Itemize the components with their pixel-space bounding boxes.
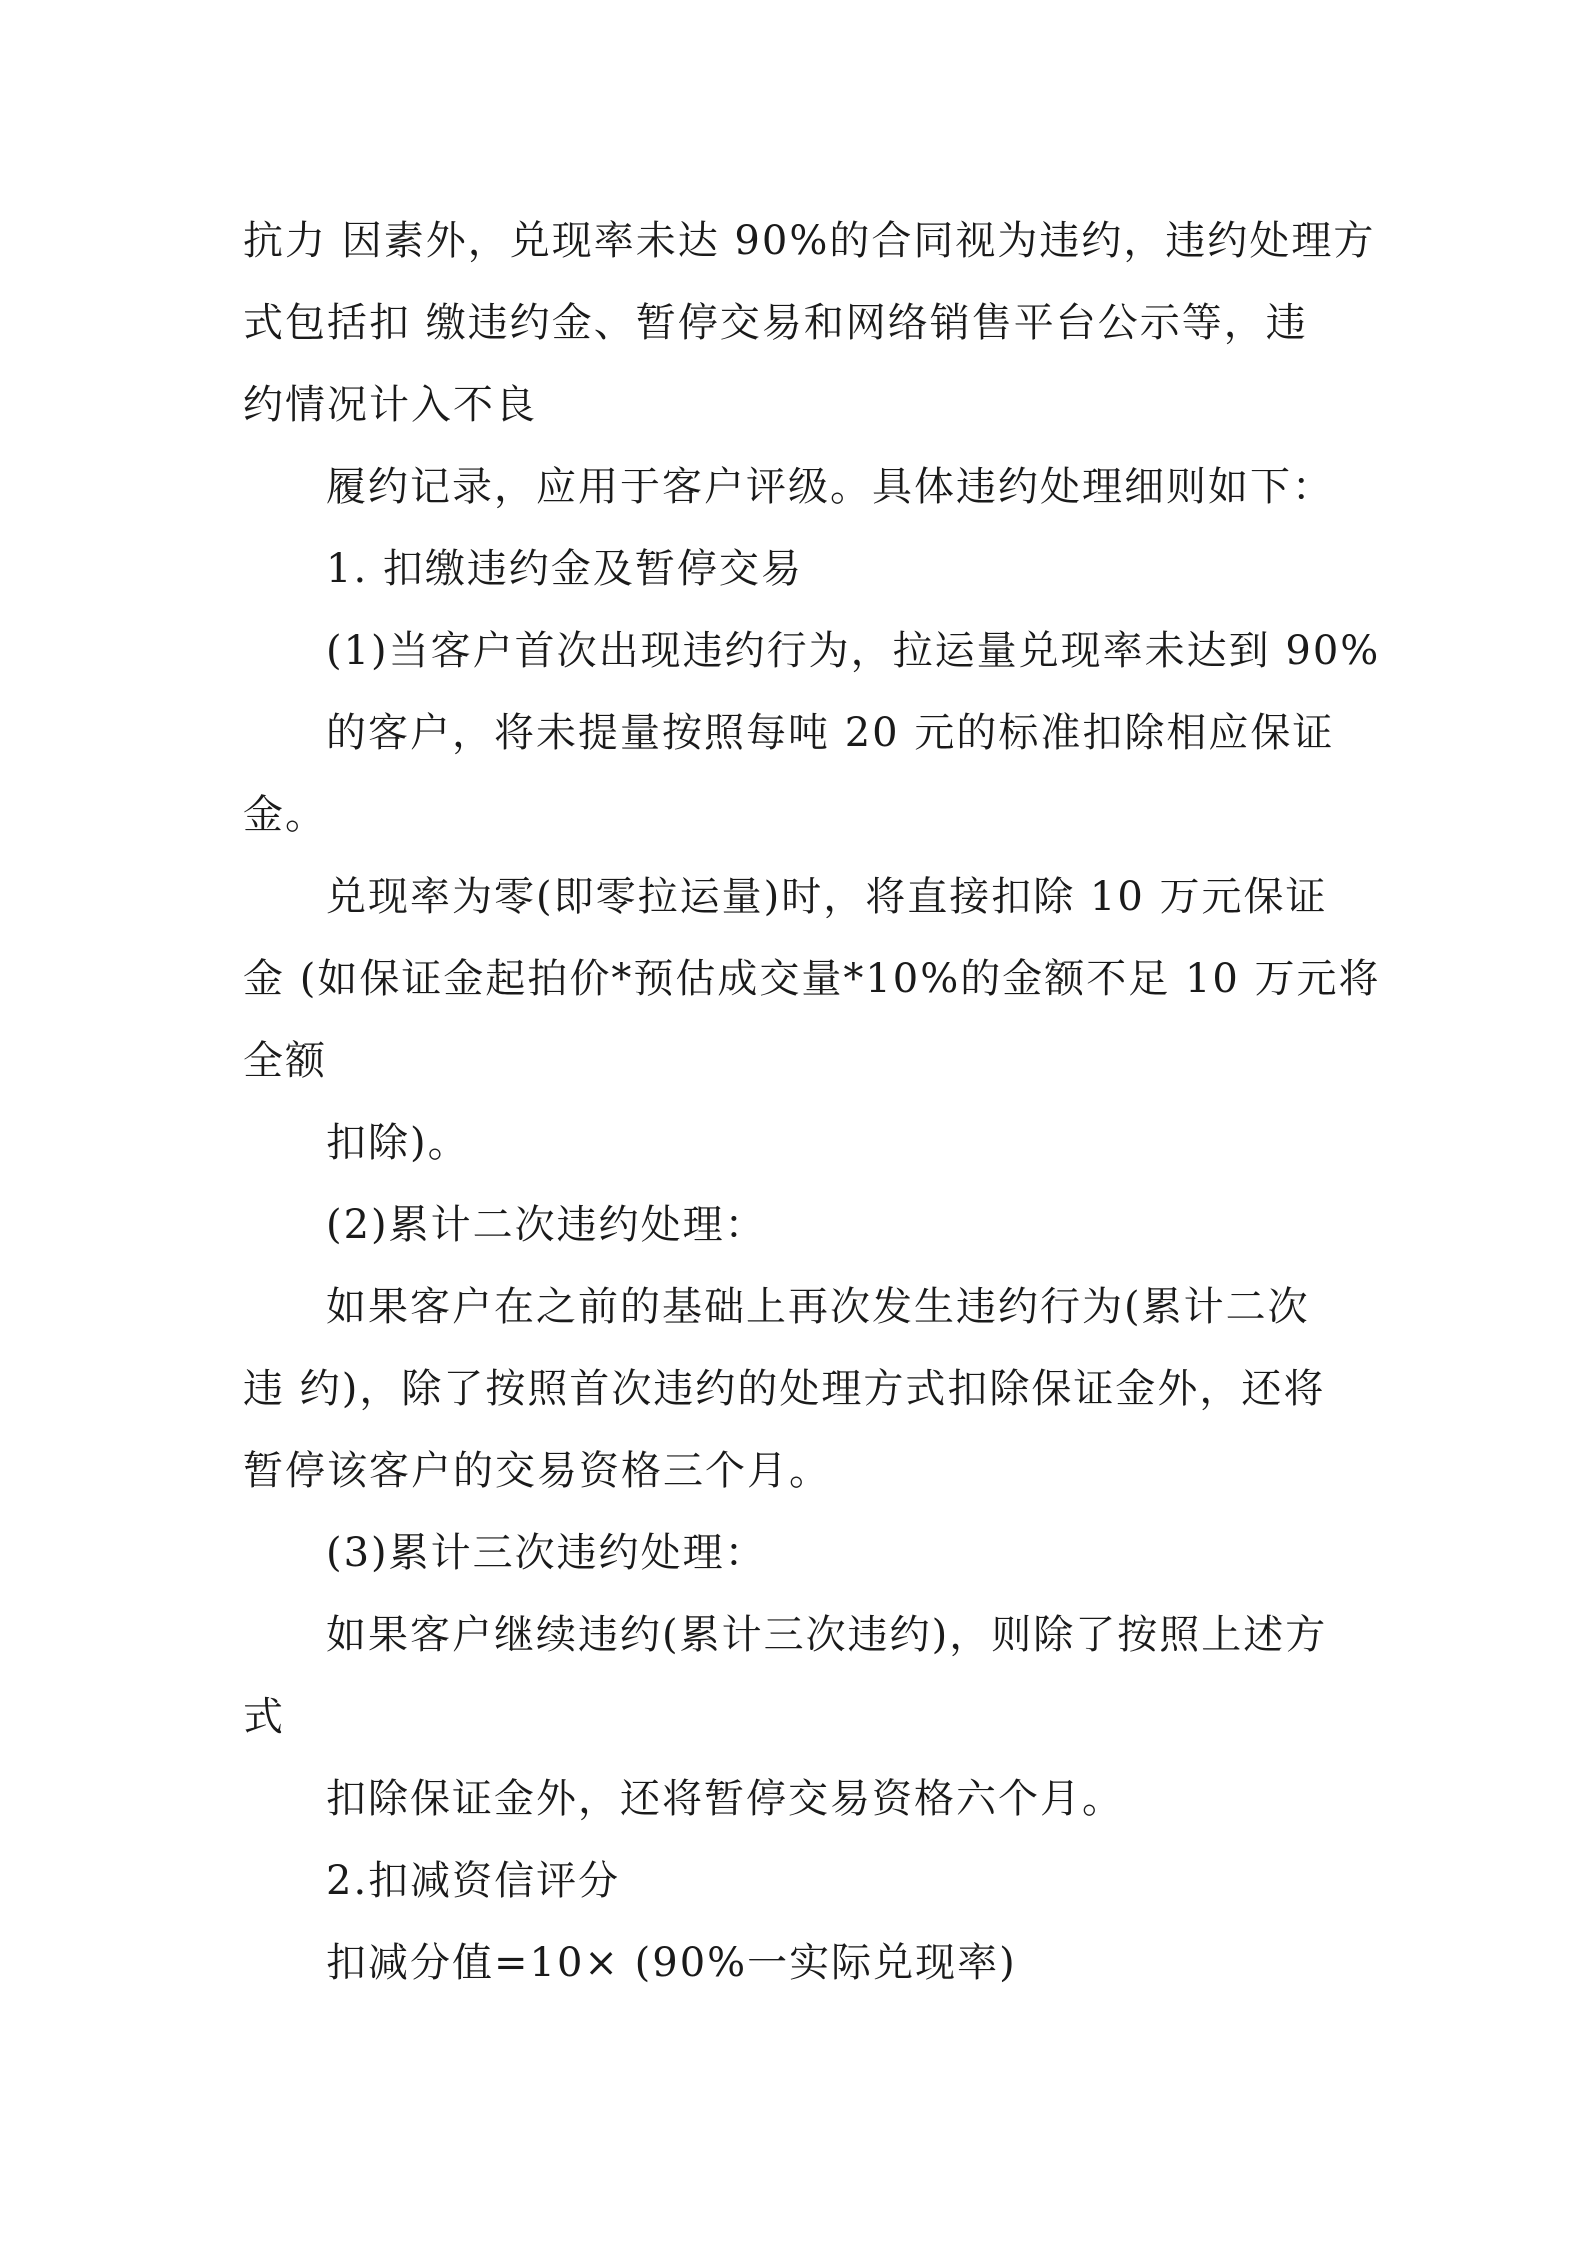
- paragraph-line: 约情况计入不良: [243, 382, 537, 428]
- paragraph-line: (1)当客户首次出现违约行为，拉运量兑现率未达到 90%: [326, 628, 1381, 674]
- paragraph-line: 抗力 因素外，兑现率未达 90%的合同视为违约，违约处理方: [243, 218, 1376, 264]
- paragraph-line: 兑现率为零(即零拉运量)时，将直接扣除 10 万元保证: [326, 874, 1328, 920]
- paragraph-line: 全额: [243, 1038, 327, 1084]
- formula-line: 扣减分值=10× (90%一实际兑现率): [326, 1940, 1017, 1986]
- paragraph-line: 违 约)，除了按照首次违约的处理方式扣除保证金外，还将: [243, 1366, 1326, 1412]
- paragraph-line: 履约记录，应用于客户评级。具体违约处理细则如下：: [326, 464, 1334, 510]
- section-heading: 2.扣减资信评分: [326, 1858, 621, 1904]
- section-heading: 1. 扣缴违约金及暂停交易: [326, 546, 803, 592]
- paragraph-line: 金 (如保证金起拍价*预估成交量*10%的金额不足 10 万元将: [243, 956, 1381, 1002]
- paragraph-line: 扣除)。: [326, 1120, 470, 1166]
- paragraph-line: 扣除保证金外，还将暂停交易资格六个月。: [326, 1776, 1124, 1822]
- paragraph-line: 如果客户继续违约(累计三次违约)，则除了按照上述方: [326, 1612, 1328, 1658]
- paragraph-line: 的客户，将未提量按照每吨 20 元的标准扣除相应保证: [326, 710, 1335, 756]
- paragraph-line: 暂停该客户的交易资格三个月。: [243, 1448, 831, 1494]
- paragraph-line: 式: [243, 1694, 285, 1740]
- paragraph-line: 金。: [243, 792, 327, 838]
- paragraph-line: 如果客户在之前的基础上再次发生违约行为(累计二次: [326, 1284, 1310, 1330]
- subsection-heading: (2)累计二次违约处理：: [326, 1202, 767, 1248]
- paragraph-line: 式包括扣 缴违约金、暂停交易和网络销售平台公示等，违: [243, 300, 1308, 346]
- subsection-heading: (3)累计三次违约处理：: [326, 1530, 767, 1576]
